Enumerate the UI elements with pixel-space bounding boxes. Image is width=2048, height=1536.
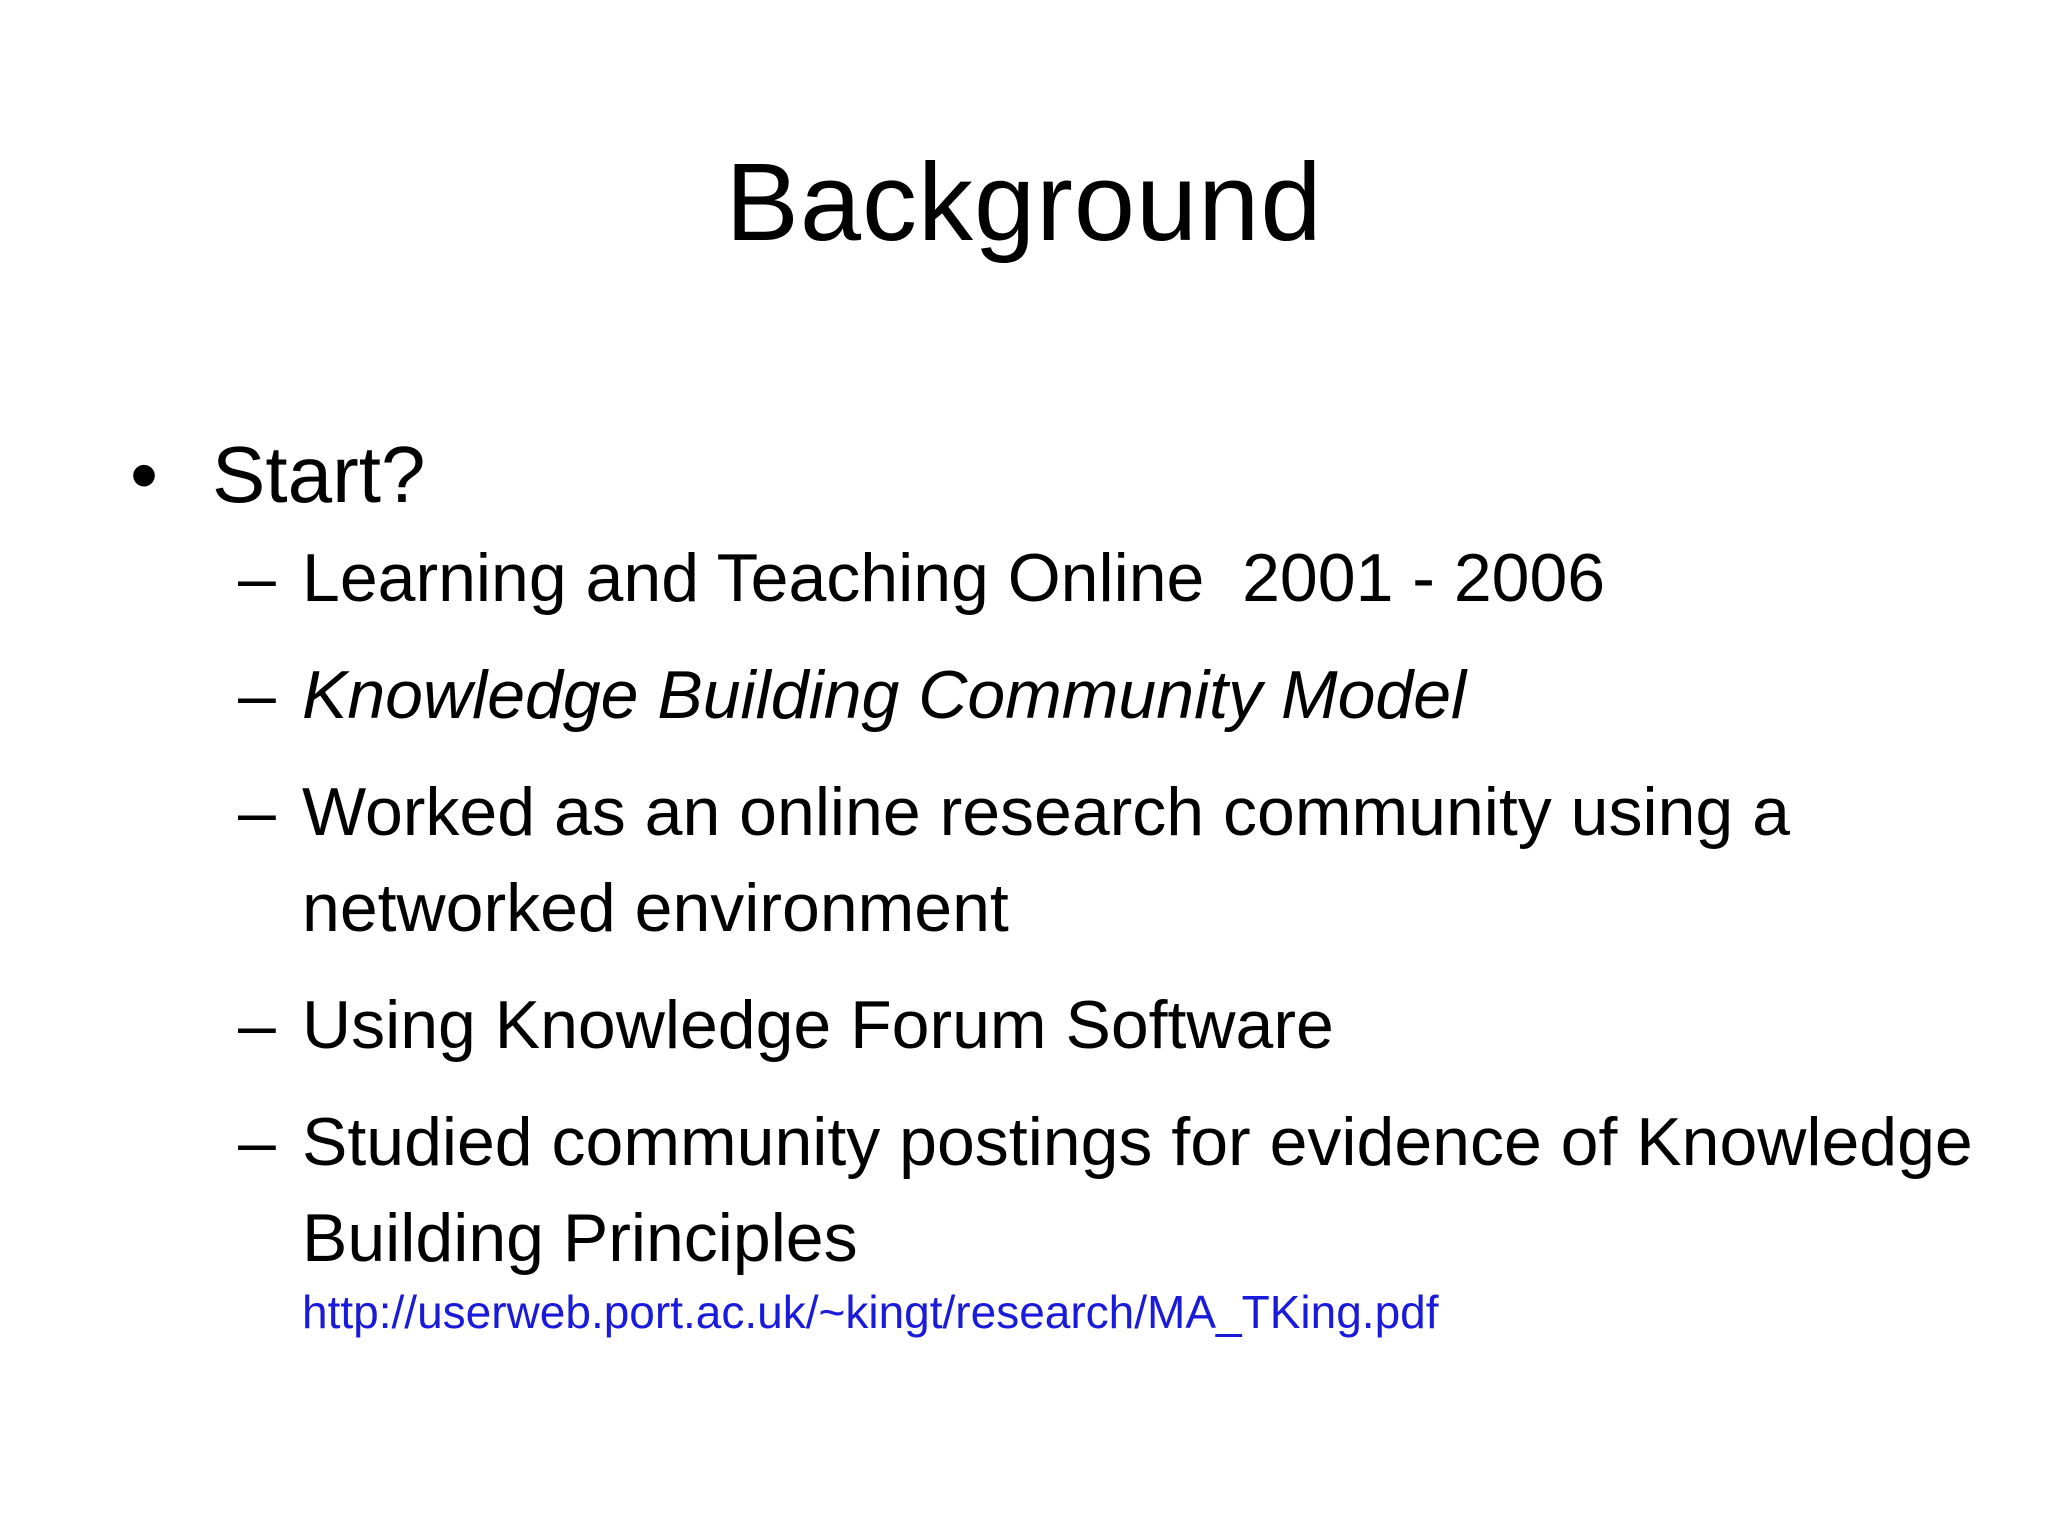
sub-bullet-item	[130, 977, 1990, 1073]
dash-icon: –	[238, 1104, 276, 1180]
slide-title: Background	[725, 141, 1323, 264]
bullet-text: Start?	[212, 430, 426, 519]
dash-icon: –	[238, 540, 276, 616]
sub-bullet-text: Worked as an online research community using a networked environment	[302, 774, 1790, 946]
sub-bullet-text: Using Knowledge Forum Software	[302, 987, 1334, 1063]
sub-bullet-list	[130, 530, 1990, 1342]
dash-icon: –	[238, 987, 276, 1063]
sub-bullet-text: Learning and Teaching Online 2001 - 2006	[302, 540, 1606, 616]
dash-icon: –	[238, 774, 276, 850]
bullet-dot-icon: •	[130, 430, 159, 519]
dash-icon: –	[238, 657, 276, 733]
sub-bullet-item	[130, 1094, 1990, 1342]
sub-bullet-text: Studied community postings for evidence of Knowledge Building Principles	[302, 1104, 1973, 1276]
bullet-start	[130, 420, 1990, 530]
sub-bullet-text: Knowledge Building Community Model	[302, 657, 1467, 733]
sub-bullet-item	[130, 647, 1990, 743]
sub-bullet-item	[130, 764, 1990, 956]
reference-link[interactable]: http://userweb.port.ac.uk/~kingt/research/MA_TKing.pdf	[302, 1286, 1439, 1338]
slide-content	[130, 420, 1990, 1363]
sub-bullet-item	[130, 530, 1990, 626]
